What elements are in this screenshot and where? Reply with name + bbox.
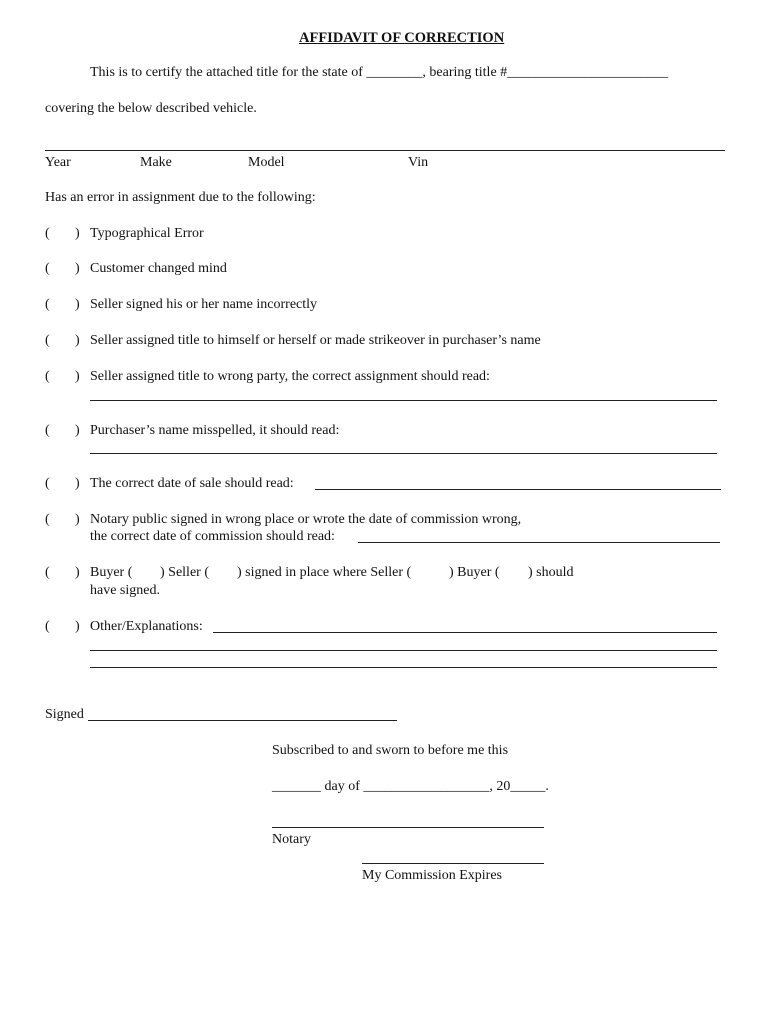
notary-label: Notary — [272, 832, 311, 847]
checkbox-open-1[interactable]: ( — [45, 226, 50, 241]
checkbox-open-4[interactable]: ( — [45, 333, 50, 348]
option-other-explanations: Other/Explanations: — [90, 619, 203, 634]
commission-expires-label: My Commission Expires — [362, 868, 503, 883]
checkbox-open-8[interactable]: ( — [45, 512, 50, 527]
column-model: Model — [248, 155, 285, 170]
option-seller-assigned-self: Seller assigned title to himself or herself or made strikeover in purchaser’s name — [90, 333, 541, 348]
date-of-sale-line[interactable] — [315, 489, 721, 490]
checkbox-close-1[interactable]: ) — [75, 226, 80, 241]
checkbox-open-2[interactable]: ( — [45, 261, 50, 276]
signed-label: Signed — [45, 707, 84, 722]
checkbox-close-6[interactable]: ) — [75, 423, 80, 438]
checkbox-close-8[interactable]: ) — [75, 512, 80, 527]
checkbox-close-2[interactable]: ) — [75, 261, 80, 276]
option-seller-signed-incorrectly: Seller signed his or her name incorrectly — [90, 297, 318, 312]
option-seller-label: ) Seller ( — [160, 565, 209, 580]
checkbox-open-9[interactable]: ( — [45, 565, 50, 580]
option-typographical-error: Typographical Error — [90, 226, 204, 241]
explanation-line-1[interactable] — [213, 632, 717, 633]
checkbox-open-5[interactable]: ( — [45, 369, 50, 384]
explanation-line-3[interactable] — [90, 667, 717, 668]
column-vin: Vin — [408, 155, 429, 170]
checkbox-close-10[interactable]: ) — [75, 619, 80, 634]
option-customer-changed-mind: Customer changed mind — [90, 261, 227, 276]
checkbox-open-3[interactable]: ( — [45, 297, 50, 312]
error-heading: Has an error in assignment due to the following: — [45, 190, 316, 205]
checkbox-open-6[interactable]: ( — [45, 423, 50, 438]
day-of-line[interactable]: _______ day of __________________, 20_____. — [272, 779, 549, 794]
checkbox-open-7[interactable]: ( — [45, 476, 50, 491]
option-wrong-party: Seller assigned title to wrong party, the correct assignment should read: — [90, 369, 490, 384]
option-have-signed: have signed. — [90, 583, 160, 598]
purchaser-name-line[interactable] — [90, 453, 717, 454]
checkbox-close-4[interactable]: ) — [75, 333, 80, 348]
correct-assignment-line[interactable] — [90, 400, 717, 401]
column-year: Year — [45, 155, 71, 170]
option-buyer-label: Buyer ( — [90, 565, 133, 580]
commission-date-line[interactable] — [358, 542, 720, 543]
checkbox-close-9[interactable]: ) — [75, 565, 80, 580]
intro-line-2: covering the below described vehicle. — [45, 101, 257, 116]
notary-signature-line[interactable] — [272, 827, 544, 828]
intro-line-1: This is to certify the attached title for the state of ________, bearing title #_______________________ — [90, 65, 669, 80]
commission-expires-line[interactable] — [362, 863, 544, 864]
option-correct-date-of-sale: The correct date of sale should read: — [90, 476, 294, 491]
option-notary-wrong-line-2: the correct date of commission should read: — [90, 529, 335, 544]
checkbox-close-7[interactable]: ) — [75, 476, 80, 491]
vehicle-blank-line[interactable] — [45, 150, 725, 151]
subscribed-text: Subscribed to and sworn to before me this — [272, 743, 509, 758]
option-signed-where-label: ) signed in place where Seller ( — [237, 565, 412, 580]
explanation-line-2[interactable] — [90, 650, 717, 651]
checkbox-close-5[interactable]: ) — [75, 369, 80, 384]
signature-line[interactable] — [88, 720, 397, 721]
option-buyer-label-2: ) Buyer ( — [449, 565, 500, 580]
column-make: Make — [140, 155, 172, 170]
option-notary-wrong: Notary public signed in wrong place or wrote the date of commission wrong, — [90, 512, 522, 527]
option-should-label: ) should — [528, 565, 574, 580]
option-purchaser-misspelled: Purchaser’s name misspelled, it should read: — [90, 423, 340, 438]
checkbox-close-3[interactable]: ) — [75, 297, 80, 312]
page-title: AFFIDAVIT OF CORRECTION — [299, 30, 505, 46]
checkbox-open-10[interactable]: ( — [45, 619, 50, 634]
